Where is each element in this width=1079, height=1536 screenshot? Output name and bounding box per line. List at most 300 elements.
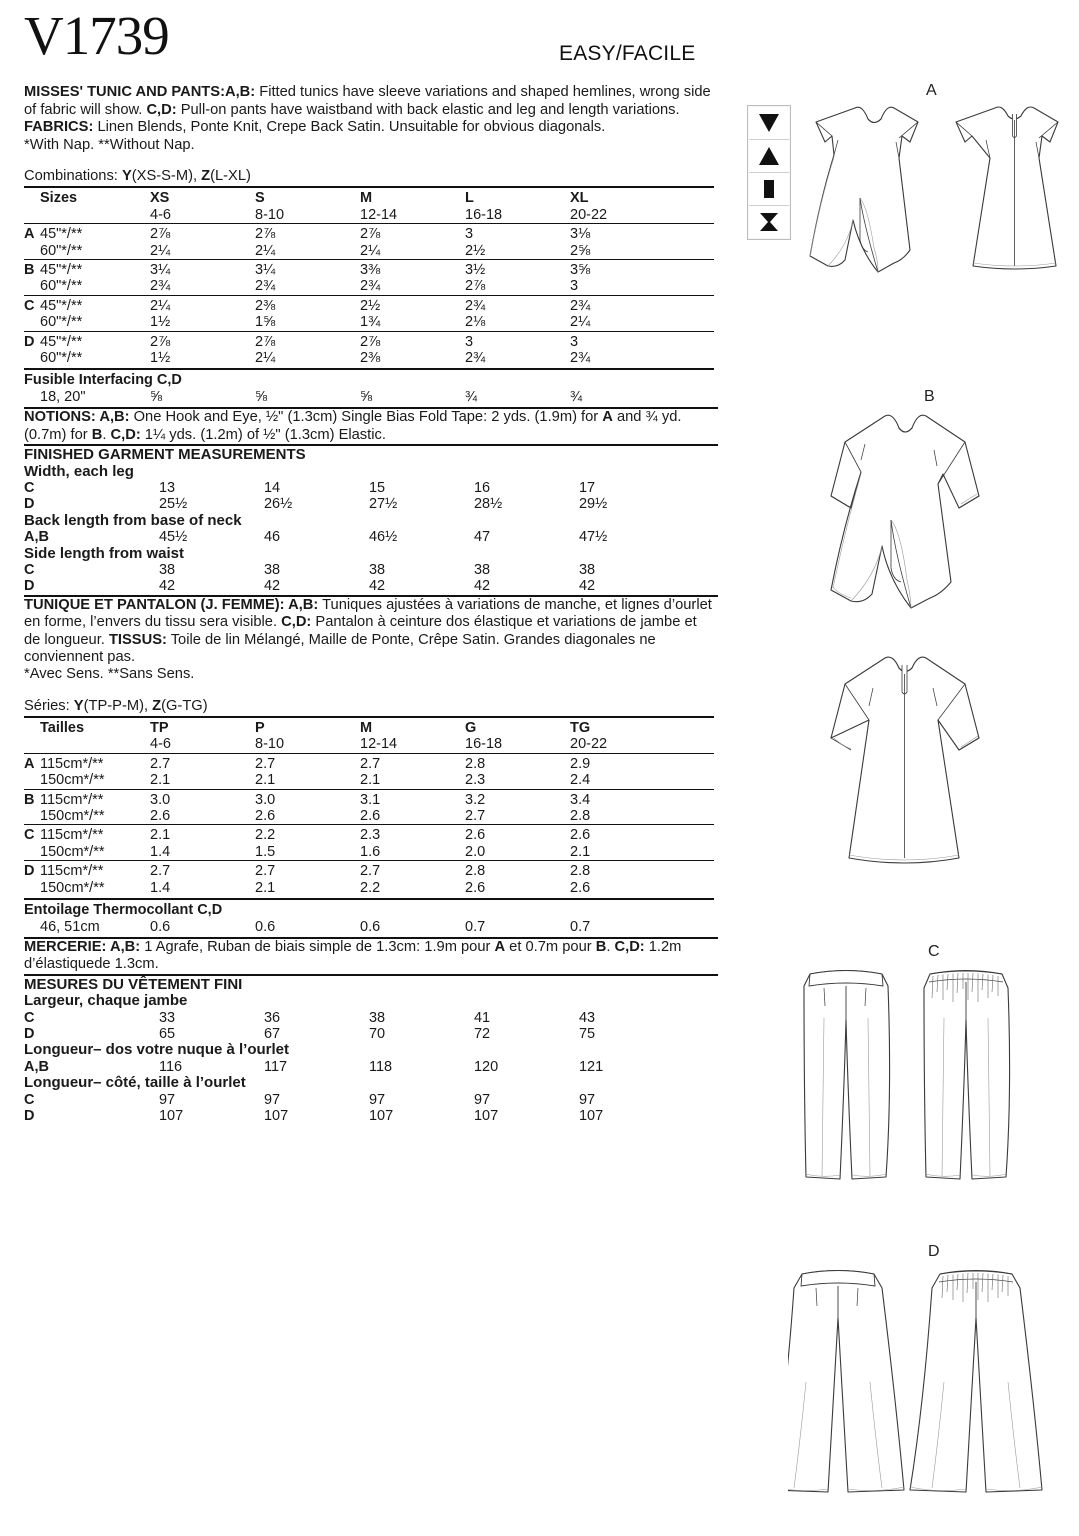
yardage-value: 2.1 bbox=[570, 843, 591, 860]
measurement-value: 97 bbox=[368, 1091, 386, 1108]
view-letter bbox=[24, 880, 40, 899]
yardage-table-en bbox=[24, 186, 714, 407]
measurement-value: 27½ bbox=[368, 496, 398, 513]
english-text-cd: Pull-on pants have waistband with back elastic and leg and length variations. bbox=[176, 101, 680, 118]
interfacing-value: ¾ bbox=[465, 388, 478, 405]
fabric-width: 45"*/** bbox=[40, 226, 83, 243]
english-views-cd: C,D: bbox=[146, 101, 177, 118]
hourglass-icon bbox=[749, 206, 789, 238]
measurement-value: 75 bbox=[578, 1026, 596, 1043]
yardage-value: 2¾ bbox=[360, 278, 381, 295]
yardage-value: 2½ bbox=[360, 297, 381, 314]
size-number: 4-6 bbox=[150, 206, 171, 223]
view-letter: A,B bbox=[24, 529, 49, 546]
yardage-value: 2¼ bbox=[255, 242, 276, 259]
fabric-width: 115cm*/** bbox=[40, 755, 104, 772]
size-name: TG bbox=[570, 720, 591, 737]
notions-en-text4: 1¼ yds. (1.2m) of ½" (1.3cm) Elastic. bbox=[140, 426, 386, 443]
interfacing-value: 0.6 bbox=[360, 918, 381, 935]
interfacing-value: ⅝ bbox=[360, 388, 373, 405]
measurement-value: 38 bbox=[578, 562, 596, 578]
view-letter bbox=[24, 243, 40, 260]
yardage-value: 2.6 bbox=[150, 808, 171, 825]
sizes-label: Sizes bbox=[40, 190, 78, 207]
fabric-width: 60"*/** bbox=[40, 242, 83, 259]
yardage-value: 2.1 bbox=[150, 827, 171, 844]
interfacing-value: 0.7 bbox=[465, 918, 486, 935]
table-row bbox=[24, 314, 714, 331]
fabric-width: 60"*/** bbox=[40, 350, 83, 367]
english-nap-note: *With Nap. **Without Nap. bbox=[24, 136, 195, 153]
combinations-en-label: Combinations: bbox=[24, 168, 122, 185]
yardage-value: 2¼ bbox=[150, 242, 171, 259]
yardage-value: 1.6 bbox=[360, 843, 381, 860]
size-name: M bbox=[360, 720, 373, 737]
measurement-value: 45½ bbox=[158, 529, 188, 546]
table-row bbox=[24, 224, 714, 243]
view-letter bbox=[24, 772, 40, 789]
combinations-en-y-sizes: (XS-S-M), bbox=[131, 168, 202, 185]
yardage-value: 1.5 bbox=[255, 843, 276, 860]
notions-en-label: NOTIONS: bbox=[24, 409, 96, 426]
fabric-width: 60"*/** bbox=[40, 314, 83, 331]
yardage-value: 1⅝ bbox=[255, 314, 276, 331]
combinations-en-y: Y bbox=[121, 168, 132, 185]
finished-subheading-row bbox=[24, 513, 714, 529]
tunic-a-front bbox=[810, 107, 918, 272]
illustration-column bbox=[738, 0, 1079, 1536]
size-name: G bbox=[465, 720, 477, 737]
measurement-value: 107 bbox=[368, 1108, 394, 1125]
measurement-value: 38 bbox=[158, 562, 176, 578]
interfacing-heading-en: Fusible Interfacing C,D bbox=[24, 372, 182, 389]
interfacing-heading-row bbox=[24, 369, 714, 388]
yardage-value: 3⅜ bbox=[360, 262, 381, 278]
finished-subheading: Width, each leg bbox=[24, 462, 134, 480]
measurement-value: 107 bbox=[158, 1108, 184, 1125]
measurement-value: 70 bbox=[368, 1026, 386, 1043]
measurement-value: 15 bbox=[368, 479, 386, 496]
size-number: 20-22 bbox=[570, 736, 608, 753]
notions-en-views-cd: C,D: bbox=[110, 426, 141, 443]
figure-b-tunic-front bbox=[813, 408, 993, 658]
table-row bbox=[24, 496, 714, 512]
yardage-value: 2.0 bbox=[465, 843, 486, 860]
measurement-value: 97 bbox=[578, 1091, 596, 1108]
notions-en-text2: and ¾ yd. (0.7m) for bbox=[24, 409, 682, 443]
measurement-value: 28½ bbox=[473, 496, 503, 513]
finished-subheading: Largeur, chaque jambe bbox=[24, 992, 188, 1010]
view-letter: C bbox=[24, 297, 35, 314]
yardage-value: 2.6 bbox=[255, 808, 276, 825]
yardage-value: 2.6 bbox=[465, 879, 486, 896]
finished-subheading-row bbox=[24, 1042, 714, 1058]
finished-table-fr bbox=[24, 993, 714, 1124]
size-number: 8-10 bbox=[255, 736, 285, 753]
interfacing-heading-row bbox=[24, 899, 714, 918]
interfacing-row bbox=[24, 919, 714, 937]
table-row bbox=[24, 480, 714, 496]
yardage-value: 3.4 bbox=[570, 791, 591, 808]
yardage-value: 2⅞ bbox=[255, 226, 276, 243]
yardage-value: 2⅞ bbox=[360, 333, 381, 350]
finished-subheading: Back length from base of neck bbox=[24, 511, 242, 529]
table-row bbox=[24, 808, 714, 825]
view-letter bbox=[24, 350, 40, 369]
yardage-value: 2⅜ bbox=[255, 297, 276, 314]
english-text-ab: Fitted tunics have sleeve variations and shaped hemlines, wrong side of fabric will show. bbox=[24, 84, 711, 118]
size-number: 16-18 bbox=[465, 206, 503, 223]
english-views-ab: A,B: bbox=[224, 84, 256, 100]
yardage-value: 1.4 bbox=[150, 843, 171, 860]
measurement-value: 97 bbox=[473, 1091, 491, 1108]
notions-fr-text2: et 0.7m pour bbox=[505, 938, 596, 955]
interfacing-value: ⅝ bbox=[255, 388, 268, 405]
yardage-value: 2.1 bbox=[255, 879, 276, 896]
size-number: 20-22 bbox=[570, 206, 608, 223]
measurement-value: 36 bbox=[263, 1009, 281, 1026]
combinations-en-z: Z bbox=[201, 168, 211, 185]
view-letter bbox=[24, 844, 40, 861]
yardage-value: 2¼ bbox=[570, 314, 591, 331]
table-row bbox=[24, 1059, 714, 1075]
french-fabrics-text: Toile de lin Mélangé, Maille de Ponte, Crêpe Satin. Grandes diagonales ne conviennent pas. bbox=[24, 631, 656, 666]
yardage-value: 2.6 bbox=[570, 879, 591, 896]
notions-fr-text1: 1 Agrafe, Ruban de biais simple de 1.3cm: 1.9m pour bbox=[140, 938, 495, 955]
yardage-value: 2⅞ bbox=[360, 226, 381, 243]
table-row bbox=[24, 789, 714, 808]
inverted-triangle-icon bbox=[749, 107, 789, 140]
measurement-value: 117 bbox=[263, 1058, 288, 1075]
rectangle-icon bbox=[749, 173, 789, 206]
notions-en-text1: One Hook and Eye, ½" (1.3cm) Single Bias Fold Tape: 2 yds. (1.9m) for bbox=[129, 409, 603, 426]
table-row bbox=[24, 350, 714, 369]
notions-fr-a: A bbox=[494, 938, 506, 955]
notions-fr-text3: . bbox=[606, 938, 615, 955]
measurement-value: 97 bbox=[158, 1091, 176, 1108]
notions-en-b: B bbox=[91, 426, 103, 443]
table-row bbox=[24, 562, 714, 578]
notions-fr-label: MERCERIE: bbox=[24, 938, 107, 955]
view-letter: A bbox=[24, 226, 35, 243]
measurement-value: 33 bbox=[158, 1009, 176, 1026]
view-letter: D bbox=[24, 1026, 35, 1043]
triangle-icon bbox=[749, 140, 789, 173]
measurement-value: 120 bbox=[473, 1058, 499, 1075]
interfacing-width: 46, 51cm bbox=[40, 918, 100, 935]
size-number: 16-18 bbox=[465, 736, 503, 753]
yardage-value: 2¾ bbox=[150, 278, 171, 295]
measurement-value: 118 bbox=[368, 1058, 393, 1075]
figure-c-pants bbox=[802, 962, 1052, 1212]
yardage-value: 2.6 bbox=[360, 808, 381, 825]
yardage-value: 3⅝ bbox=[570, 262, 591, 278]
figure-label-d: D bbox=[928, 1243, 940, 1260]
french-views-ab: A,B: bbox=[284, 596, 319, 613]
notions-en-text3: . bbox=[102, 426, 111, 443]
measurement-value: 42 bbox=[473, 578, 491, 595]
view-letter: A bbox=[24, 755, 35, 772]
finished-table-en bbox=[24, 464, 714, 595]
table-row bbox=[24, 1092, 714, 1108]
notions-en-views-ab: A,B: bbox=[95, 409, 130, 426]
finished-heading-fr: MESURES DU VÊTEMENT FINI bbox=[24, 975, 243, 993]
finished-subheading: Side length from waist bbox=[24, 544, 185, 562]
yardage-value: 2.7 bbox=[255, 755, 276, 772]
yardage-value: 2.7 bbox=[360, 863, 381, 880]
tunic-a-back bbox=[956, 107, 1058, 269]
fabric-width: 150cm*/** bbox=[40, 879, 105, 896]
yardage-value: 1.4 bbox=[150, 879, 171, 896]
yardage-value: 2¼ bbox=[360, 242, 381, 259]
yardage-value: 2¾ bbox=[255, 278, 276, 295]
measurement-value: 25½ bbox=[158, 496, 188, 513]
french-description-title: TUNIQUE ET PANTALON (J. FEMME): bbox=[24, 596, 285, 613]
size-name: S bbox=[255, 190, 265, 207]
table-row bbox=[24, 753, 714, 772]
table-row bbox=[24, 880, 714, 899]
yardage-value: 2.4 bbox=[570, 772, 591, 789]
finished-subheading: Longueur– côté, taille à l’ourlet bbox=[24, 1074, 246, 1092]
measurement-value: 38 bbox=[263, 562, 281, 578]
size-name: M bbox=[360, 190, 373, 207]
measurement-value: 16 bbox=[473, 479, 491, 496]
yardage-value: 2½ bbox=[465, 242, 486, 259]
pants-c-front bbox=[804, 971, 890, 1180]
yardage-value: 2.6 bbox=[465, 827, 486, 844]
body-type-symbols bbox=[747, 105, 791, 240]
yardage-value: 3.0 bbox=[150, 791, 171, 808]
yardage-value: 2¾ bbox=[465, 350, 486, 367]
french-nap-note: *Avec Sens. **Sans Sens. bbox=[24, 666, 195, 683]
measurement-value: 107 bbox=[263, 1108, 289, 1125]
yardage-value: 2⅝ bbox=[570, 242, 591, 259]
yardage-value: 1½ bbox=[150, 314, 171, 331]
measurement-value: 26½ bbox=[263, 496, 293, 513]
view-letter: D bbox=[24, 863, 35, 880]
french-text-ab: Tuniques ajustées à variations de manche, et lignes d’ourlet en forme, l’envers du tissu sera visible. bbox=[24, 596, 712, 631]
measurement-value: 46 bbox=[263, 529, 281, 546]
size-number: 12-14 bbox=[360, 736, 398, 753]
yardage-value: 2.7 bbox=[360, 755, 381, 772]
figure-label-c: C bbox=[928, 943, 940, 960]
yardage-value: 2¾ bbox=[465, 297, 486, 314]
pants-d-back bbox=[910, 1271, 1042, 1493]
yardage-value: 2.7 bbox=[150, 755, 171, 772]
table-row bbox=[24, 844, 714, 861]
yardage-value: 2.3 bbox=[360, 827, 381, 844]
yardage-value: 2⅜ bbox=[360, 350, 381, 367]
measurement-value: 38 bbox=[368, 1009, 386, 1026]
size-number: 12-14 bbox=[360, 206, 398, 223]
view-letter: D bbox=[24, 578, 35, 595]
yardage-value: 3.1 bbox=[360, 791, 381, 808]
view-letter bbox=[24, 278, 40, 295]
interfacing-value: 0.6 bbox=[150, 918, 171, 935]
size-name: TP bbox=[150, 720, 169, 737]
measurement-value: 47½ bbox=[578, 529, 608, 546]
size-name: XL bbox=[570, 190, 589, 207]
size-name: P bbox=[255, 720, 265, 737]
combinations-fr-z-sizes: (G-TG) bbox=[161, 698, 208, 715]
view-letter: A,B bbox=[24, 1058, 49, 1075]
fabric-width: 115cm*/** bbox=[40, 863, 104, 880]
yardage-value: 2.1 bbox=[255, 772, 276, 789]
size-number: 8-10 bbox=[255, 206, 285, 223]
yardage-value: 1½ bbox=[150, 350, 171, 367]
measurement-value: 121 bbox=[578, 1058, 604, 1075]
view-letter: C bbox=[24, 1091, 35, 1108]
view-letter: D bbox=[24, 1108, 35, 1125]
measurement-value: 38 bbox=[368, 562, 386, 578]
yardage-value: 2.1 bbox=[150, 772, 171, 789]
fabric-width: 150cm*/** bbox=[40, 772, 105, 789]
measurement-value: 42 bbox=[578, 578, 596, 595]
measurement-value: 47 bbox=[473, 529, 491, 546]
notions-fr-b: B bbox=[595, 938, 607, 955]
measurement-value: 42 bbox=[368, 578, 386, 595]
view-letter: C bbox=[24, 827, 35, 844]
combinations-fr-label: Séries: bbox=[24, 698, 74, 715]
measurement-value: 72 bbox=[473, 1026, 491, 1043]
figure-label-a: A bbox=[926, 82, 937, 99]
page-title: V1739 bbox=[24, 5, 169, 66]
yardage-value: 3.2 bbox=[465, 791, 486, 808]
yardage-value: 3¼ bbox=[255, 262, 276, 278]
measurement-value: 65 bbox=[158, 1026, 176, 1043]
interfacing-value: ⅝ bbox=[150, 388, 163, 405]
fabric-width: 115cm*/** bbox=[40, 791, 104, 808]
english-fabrics-label: FABRICS: bbox=[24, 119, 94, 136]
french-description bbox=[24, 597, 714, 667]
notions-fr-views-cd: C,D: bbox=[614, 938, 645, 955]
table-row bbox=[24, 861, 714, 880]
table-row bbox=[24, 278, 714, 295]
combinations-en bbox=[24, 168, 718, 185]
english-description-title: MISSES' TUNIC AND PANTS: bbox=[24, 84, 225, 100]
yardage-value: 2¼ bbox=[150, 297, 171, 314]
view-letter: C bbox=[24, 562, 35, 578]
measurement-value: 14 bbox=[263, 479, 281, 496]
measurement-value: 41 bbox=[473, 1009, 491, 1026]
french-fabrics-label: TISSUS: bbox=[108, 631, 167, 648]
view-letter bbox=[24, 808, 40, 825]
measurement-value: 42 bbox=[158, 578, 176, 595]
view-letter: D bbox=[24, 496, 35, 513]
yardage-value: 2.7 bbox=[150, 863, 171, 880]
difficulty-badge: EASY/FACILE bbox=[559, 42, 696, 65]
english-description bbox=[24, 84, 714, 137]
yardage-value: 3 bbox=[465, 333, 474, 350]
finished-heading-en: FINISHED GARMENT MEASUREMENTS bbox=[24, 446, 306, 464]
notions-en bbox=[24, 409, 714, 444]
fabric-width: 150cm*/** bbox=[40, 843, 105, 860]
notions-fr bbox=[24, 939, 714, 974]
notions-en-a: A bbox=[602, 409, 613, 426]
size-number: 4-6 bbox=[150, 736, 171, 753]
yardage-value: 2¼ bbox=[255, 350, 276, 367]
measurement-value: 43 bbox=[578, 1009, 596, 1026]
measurement-value: 13 bbox=[158, 479, 176, 496]
interfacing-value: 0.6 bbox=[255, 918, 276, 935]
figure-label-b: B bbox=[924, 388, 935, 405]
yardage-value: 2⅞ bbox=[255, 333, 276, 350]
table-row bbox=[24, 825, 714, 844]
yardage-value: 3½ bbox=[465, 262, 486, 278]
yardage-value: 3 bbox=[465, 226, 474, 243]
yardage-value: 2⅛ bbox=[465, 314, 486, 331]
yardage-value: 1¾ bbox=[360, 314, 381, 331]
notions-fr-text4: 1.2m d’élastiquede 1.3cm. bbox=[24, 938, 682, 973]
french-text-cd: Pantalon à ceinture dos élastique et variations de jambe et de longueur. bbox=[24, 614, 697, 648]
view-letter: B bbox=[24, 791, 35, 808]
yardage-value: 2.3 bbox=[465, 772, 486, 789]
finished-subheading-row bbox=[24, 546, 714, 562]
yardage-value: 2.8 bbox=[465, 863, 486, 880]
view-letter: B bbox=[24, 262, 35, 278]
view-letter bbox=[24, 314, 40, 331]
combinations-fr-z: Z bbox=[152, 698, 162, 715]
yardage-value: 3¼ bbox=[150, 262, 171, 278]
view-letter: C bbox=[24, 479, 35, 496]
table-header-row bbox=[24, 187, 714, 206]
yardage-value: 2¾ bbox=[570, 350, 591, 367]
figure-b-tunic-back bbox=[813, 650, 993, 900]
measurement-value: 38 bbox=[473, 562, 491, 578]
table-row bbox=[24, 243, 714, 260]
measurement-value: 116 bbox=[158, 1058, 183, 1075]
fabric-width: 115cm*/** bbox=[40, 827, 104, 844]
table-row bbox=[24, 1026, 714, 1042]
figure-a-tunic bbox=[798, 100, 1073, 350]
yardage-value: 2.8 bbox=[570, 863, 591, 880]
combinations-fr bbox=[24, 698, 718, 715]
view-letter: C bbox=[24, 1009, 35, 1026]
yardage-value: 3 bbox=[570, 278, 579, 295]
size-name: XS bbox=[150, 190, 170, 207]
measurement-value: 42 bbox=[263, 578, 281, 595]
fabric-width: 150cm*/** bbox=[40, 808, 105, 825]
yardage-value: 2.2 bbox=[255, 827, 276, 844]
table-row bbox=[24, 331, 714, 350]
pants-c-back bbox=[924, 971, 1010, 1180]
yardage-value: 3⅛ bbox=[570, 226, 591, 243]
table-row bbox=[24, 529, 714, 545]
finished-subheading-row bbox=[24, 1075, 714, 1091]
table-row bbox=[24, 295, 714, 314]
yardage-value: 2.6 bbox=[570, 827, 591, 844]
yardage-value: 2⅞ bbox=[150, 226, 171, 243]
size-name: L bbox=[465, 190, 474, 207]
yardage-value: 2.2 bbox=[360, 879, 381, 896]
english-fabrics-text: Linen Blends, Ponte Knit, Crepe Back Satin. Unsuitable for obvious diagonals. bbox=[93, 119, 606, 136]
fabric-width: 45"*/** bbox=[40, 297, 83, 314]
french-views-cd: C,D: bbox=[281, 614, 312, 631]
yardage-value: 2⅞ bbox=[150, 333, 171, 350]
yardage-value: 2.7 bbox=[255, 863, 276, 880]
interfacing-value: ¾ bbox=[570, 388, 583, 405]
fabric-width: 45"*/** bbox=[40, 333, 83, 350]
measurement-value: 67 bbox=[263, 1026, 281, 1043]
measurement-value: 107 bbox=[473, 1108, 499, 1125]
fabric-width: 60"*/** bbox=[40, 278, 83, 295]
interfacing-width: 18, 20" bbox=[40, 388, 86, 405]
table-row bbox=[24, 1108, 714, 1124]
interfacing-row bbox=[24, 389, 714, 407]
table-subheader-row bbox=[24, 207, 714, 224]
yardage-table-fr bbox=[24, 716, 714, 937]
yardage-value: 2.7 bbox=[465, 808, 486, 825]
